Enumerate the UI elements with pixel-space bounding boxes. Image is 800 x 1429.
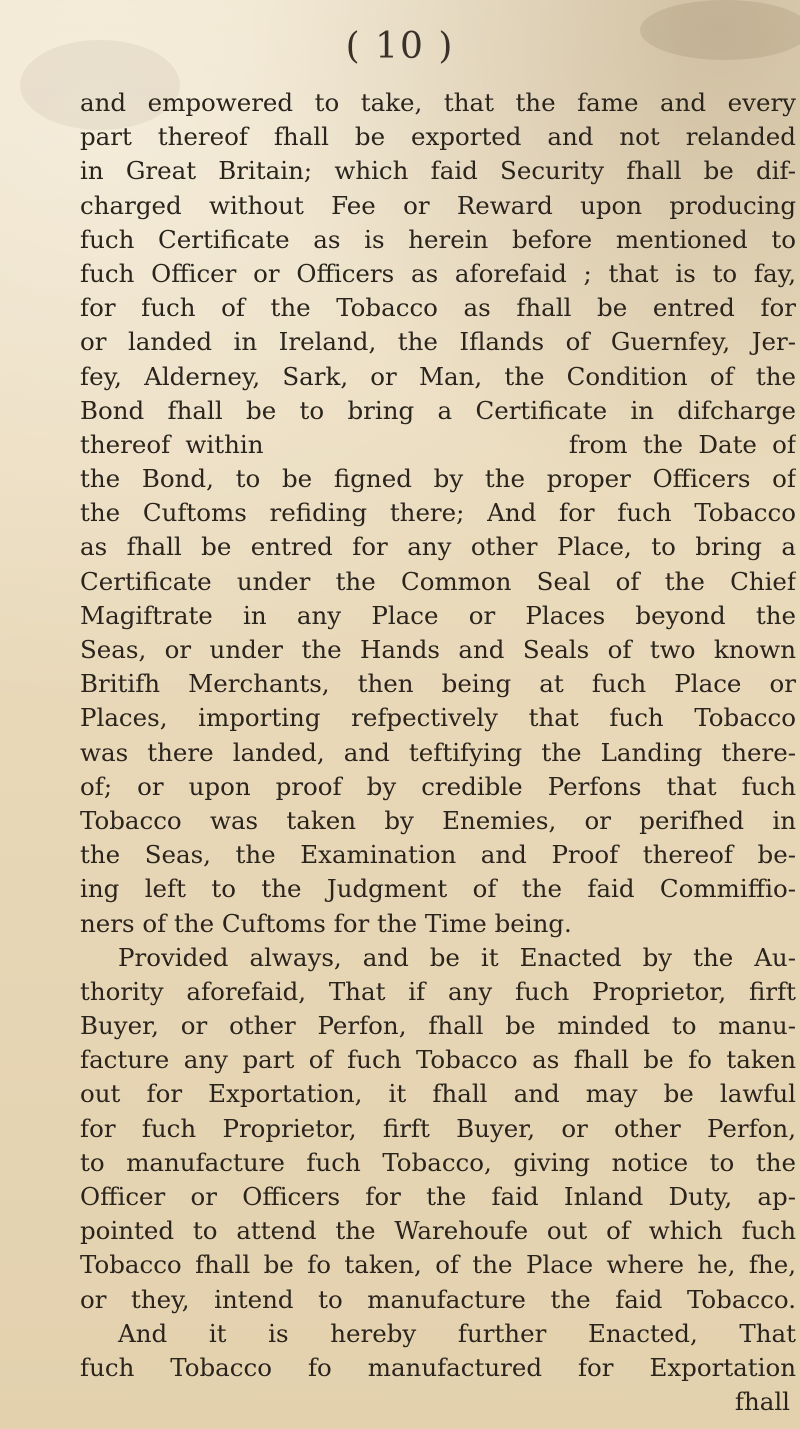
text-line: fey, Alderney, Sark, or Man, the Condition of the — [80, 361, 796, 391]
text-line: of; or upon proof by credible Perfons that fuch — [80, 771, 796, 801]
text-line: the Seas, the Examination and Proof thereof be- — [80, 840, 796, 870]
text-line: for fuch Proprietor, firft Buyer, or other Perfon, — [80, 1113, 796, 1143]
text-line: part thereof fhall be exported and not relanded — [80, 122, 796, 152]
text-line: fuch Tobacco fo manufactured for Exportation — [80, 1352, 796, 1382]
text-line: ing left to the Judgment of the faid Commiffio- — [80, 874, 796, 904]
text-line: and empowered to take, that the fame and every — [80, 88, 796, 117]
text-line: or they, intend to manufacture the faid Tobacco. — [80, 1284, 796, 1314]
text-line: fuch Officer or Officers as aforefaid ; that is to fay, — [80, 258, 796, 288]
text-line: was there landed, and teftifying the Landing there- — [80, 737, 796, 767]
text-line: facture any part of fuch Tobacco as fhall be fo taken — [80, 1045, 796, 1075]
text-line: Certificate under the Common Seal of the Chief — [80, 566, 796, 596]
text-line: Officer or Officers for the faid Inland Duty, ap- — [80, 1182, 796, 1211]
text-line: fuch Certificate as is herein before mentioned to — [80, 224, 796, 254]
text-line: Tobacco was taken by Enemies, or perifhed in — [80, 805, 796, 835]
body-text — [80, 86, 796, 1419]
text-line: Bond fhall be to bring a Certificate in difcharge — [80, 395, 796, 425]
text-line: thereof within from the Date of — [80, 429, 796, 459]
text-line: Seas, or under the Hands and Seals of two known — [80, 635, 796, 664]
text-line: Magiftrate in any Place or Places beyond the — [80, 600, 796, 630]
text-line: charged without Fee or Reward upon producing — [80, 190, 796, 220]
text-line: thority aforefaid, That if any fuch Proprietor, firft — [80, 976, 796, 1006]
text-line: pointed to attend the Warehoufe out of which fuch — [80, 1216, 796, 1246]
text-line: Buyer, or other Perfon, fhall be minded to manu- — [80, 1011, 796, 1041]
text-line: as fhall be entred for any other Place, to bring a — [80, 532, 796, 562]
text-line: Britifh Merchants, then being at fuch Place or — [80, 669, 796, 699]
text-line: for fuch of the Tobacco as fhall be entred for — [80, 293, 796, 323]
text-line: ners of the Cuftoms for the Time being. — [80, 908, 572, 938]
text-line: or landed in Ireland, the Iflands of Guernfey, Jer- — [80, 327, 796, 357]
paragraph-start-line: And it is hereby further Enacted, That — [118, 1318, 796, 1348]
catchword: fhall — [734, 1387, 790, 1417]
paragraph-start-line: Provided always, and be it Enacted by the Au- — [118, 942, 796, 972]
text-line: the Cuftoms refiding there; And for fuch Tobacco — [80, 498, 796, 528]
text-line: Places, importing refpectively that fuch Tobacco — [80, 703, 796, 733]
text-line: in Great Britain; which faid Security fhall be dif- — [80, 156, 796, 186]
text-line: the Bond, to be figned by the proper Officers of — [80, 464, 796, 494]
text-line: to manufacture fuch Tobacco, giving notice to the — [80, 1147, 796, 1177]
text-line: Tobacco fhall be fo taken, of the Place where he, fhe, — [80, 1250, 796, 1280]
page-number: ( 10 ) — [345, 26, 455, 67]
text-line: out for Exportation, it fhall and may be lawful — [80, 1079, 796, 1109]
